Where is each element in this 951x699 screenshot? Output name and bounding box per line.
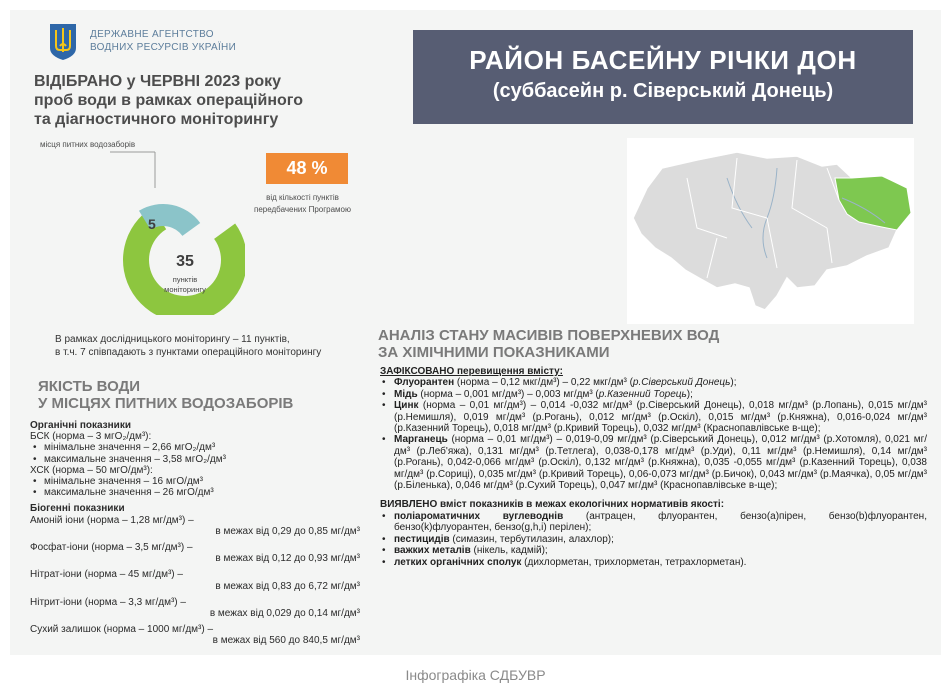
heavy-metals-name: важких металів <box>394 545 471 557</box>
total-label1: пунктів <box>172 275 198 284</box>
research-monitoring-note <box>55 333 321 359</box>
percent-caption <box>240 192 365 216</box>
bsk-max: • максимальне значення – 3,58 мгО₂/дм³ <box>30 454 360 465</box>
bsk-min: • мінімальне значення – 2,66 мгО₂/дм³ <box>30 442 360 453</box>
percent-caption-line1: від кількості пунктів <box>266 193 339 202</box>
note-line2: в т.ч. 7 співпадають з пунктами операційного моніторингу <box>55 347 322 358</box>
residue-range: в межах від 560 до 840,5 мг/дм³ <box>212 635 360 647</box>
copper-value: (норма – 0,001 мг/дм³) – 0,003 мг/дм³ ( <box>417 388 599 400</box>
fluoranthene-end: ); <box>730 377 737 389</box>
analysis-heading-line2: ЗА ХІМІЧНИМИ ПОКАЗНИКАМИ <box>378 344 610 361</box>
pah-list: (антрацен, флуорантен, бензо(а)пірен, бензо(b)флуорантен, бензо(k)флуорантен, бензо(g,h,i) перілен); <box>394 510 927 534</box>
fluoranthene-name: Флуорантен <box>394 377 455 389</box>
region-title: РАЙОН БАСЕЙНУ РІЧКИ ДОН <box>469 45 857 75</box>
hsk-min: • мінімальне значення – 16 мгО/дм³ <box>30 476 360 487</box>
note-line1: В рамках дослідницького моніторингу – 11 пунктів, <box>55 334 290 345</box>
samples-title-line3: та діагностичного моніторингу <box>34 111 279 128</box>
region-banner <box>413 30 913 124</box>
agency-line2: ВОДНИХ РЕСУРСІВ УКРАЇНИ <box>90 42 237 53</box>
organic-heading: Органічні показники <box>30 420 131 431</box>
bsk-norm: БСК (норма – 3 мгО₂/дм³): <box>30 431 152 443</box>
nitrite-norm: Нітрит-іони (норма – 3,3 мг/дм³) – <box>30 596 186 608</box>
copper-end: ); <box>686 388 693 400</box>
drinking-count: 5 <box>148 216 156 232</box>
drinking-water-indicators <box>30 420 360 647</box>
voc-item <box>380 557 927 568</box>
nitrite-range: в межах від 0,029 до 0,14 мг/дм³ <box>209 608 360 620</box>
monitoring-donut-chart <box>110 140 245 315</box>
total-label2: моніторингу <box>164 285 206 294</box>
image-caption: Інфографіка СДБУВР <box>405 667 546 683</box>
copper-name: Мідь <box>394 388 418 400</box>
zinc-name: Цинк <box>394 400 419 412</box>
nitrate-norm: Нітрат-іони (норма – 45 мг/дм³) – <box>30 569 183 581</box>
pesticides-item <box>380 534 927 545</box>
agency-line1: ДЕРЖАВНЕ АГЕНТСТВО <box>90 29 214 40</box>
manganese-name: Марганець <box>394 434 448 446</box>
ammonium-range: в межах від 0,29 до 0,85 мг/дм³ <box>215 525 360 537</box>
pesticides-list: (симазин, тербутилазин, алахлор); <box>449 533 614 545</box>
chemical-analysis-text <box>380 366 927 568</box>
phosphate-norm: Фосфат-іони (норма – 3,5 мг/дм³) – <box>30 542 193 554</box>
fluoranthene-item <box>380 377 927 388</box>
drinking-intakes-label: місця питних водозаборів <box>40 140 136 149</box>
copper-item <box>380 389 927 400</box>
samples-title <box>34 72 303 129</box>
heavy-metals-list: (нікель, кадмій); <box>470 545 548 557</box>
percent-caption-line2: передбачених Програмою <box>254 205 351 214</box>
pah-name: поліароматичних вуглеводнів <box>394 510 564 522</box>
voc-name: летких органічних сполук <box>394 556 522 568</box>
copper-river: р.Казенний Торець <box>598 388 687 400</box>
samples-title-line2: проб води в рамках операційного <box>34 92 303 109</box>
fluoranthene-value: (норма – 0,12 мкг/дм³) – 0,22 мкг/дм³ ( <box>454 377 633 389</box>
hsk-norm: ХСК (норма – 50 мгО/дм³): <box>30 464 153 476</box>
biogenic-heading: Біогенні показники <box>30 503 125 515</box>
residue-norm: Сухий залишок (норма – 1000 мг/дм³) – <box>30 624 214 636</box>
ammonium-norm: Амоній іони (норма – 1,28 мг/дм³) – <box>30 514 194 526</box>
analysis-heading <box>378 327 719 361</box>
phosphate-range: в межах від 0,12 до 0,93 мг/дм³ <box>215 553 360 565</box>
fluoranthene-river: р.Сіверський Донець <box>632 377 731 389</box>
manganese-item <box>380 434 927 491</box>
ukraine-map <box>627 138 914 324</box>
region-subtitle: (суббасейн р. Сіверський Донець) <box>492 80 834 102</box>
analysis-heading-line1: АНАЛІЗ СТАНУ МАСИВІВ ПОВЕРХНЕВИХ ВОД <box>378 327 720 344</box>
voc-list: (дихлорметан, трихлорметан, тетрахлорметан). <box>521 556 747 568</box>
pesticides-name: пестицидів <box>394 533 450 545</box>
pah-item <box>380 511 927 534</box>
trident-emblem-icon <box>48 22 78 62</box>
manganese-values: (норма – 0,01 мг/дм³) – 0,019-0,09 мг/дм³ (р.Сіверський Донець), 0,012 мг/дм³ (р.Хотомля), 0,021 мг/дм³ (р.Леб'яжа), 0,131 мг/дм³ (р.Тетлега), 0,038-0,178 мг/дм³ (р.Уди), 0,11 мг/дм³ (р.Немишля), 0,14 мг/дм³ (р.Рогань), 0,042-0,066 мг/дм³ (р.Оскіл), 0,132 мг/дм³ (р.Княжна), 0,035 -0,055 мг/дм³ (р.Казенний Торець), 0,038 мг/дм³ (р.Сориці), 0,035 мг/дм³ (р.Кривий Торець), 0,06-0,073 мг/дм³ (р.Бичок), 0,043 мг/дм³ (р.Маячка), 0,05 мг/дм³ (р.Біленька), 0,046 мг/дм³ (р.Сухий Торець), 0,047 мг/дм³ (Краснопавлівське в-ще); <box>394 434 927 492</box>
nitrate-range: в межах від 0,83 до 6,72 мг/дм³ <box>215 580 360 592</box>
zinc-item <box>380 400 927 434</box>
agency-name <box>90 28 236 54</box>
found-header: ВИЯВЛЕНО вміст показників в межах екологічних нормативів якості: <box>380 499 725 511</box>
samples-title-line1: ВІДІБРАНО у ЧЕРВНІ 2023 року <box>34 73 282 90</box>
percent-badge: 48 % <box>266 153 348 184</box>
water-quality-heading-line2: У МІСЦЯХ ПИТНИХ ВОДОЗАБОРІВ <box>38 395 294 412</box>
total-count: 35 <box>176 253 194 270</box>
hsk-max: • максимальне значення – 26 мгО/дм³ <box>30 487 360 498</box>
ukraine-outline <box>633 152 911 310</box>
zinc-values: (норма – 0,01 мг/дм³) – 0,014 -0,032 мг/дм³ (р.Сіверський Донець), 0,018 мг/дм³ (р.Лопань), 0,015 мг/дм³ (р.Немишля), 0,019 мг/дм³ (р.Рогань), 0,012 мг/дм³ (р.Оскіл), 0,015 мг/дм³ (р.Княжна), 0,016-0,024 мг/дм³ (р.Казенний Торець), 0,018 мг/дм³ (р.Кривий Торець), 0,032 мг/дм³ (Краснопавлівське в-ще); <box>394 400 927 435</box>
water-quality-heading <box>38 378 293 412</box>
water-quality-heading-line1: ЯКІСТЬ ВОДИ <box>38 378 141 395</box>
heavy-metals-item <box>380 545 927 556</box>
exceed-header: ЗАФІКСОВАНО перевищення вмісту: <box>380 366 563 377</box>
infographic <box>10 10 941 655</box>
